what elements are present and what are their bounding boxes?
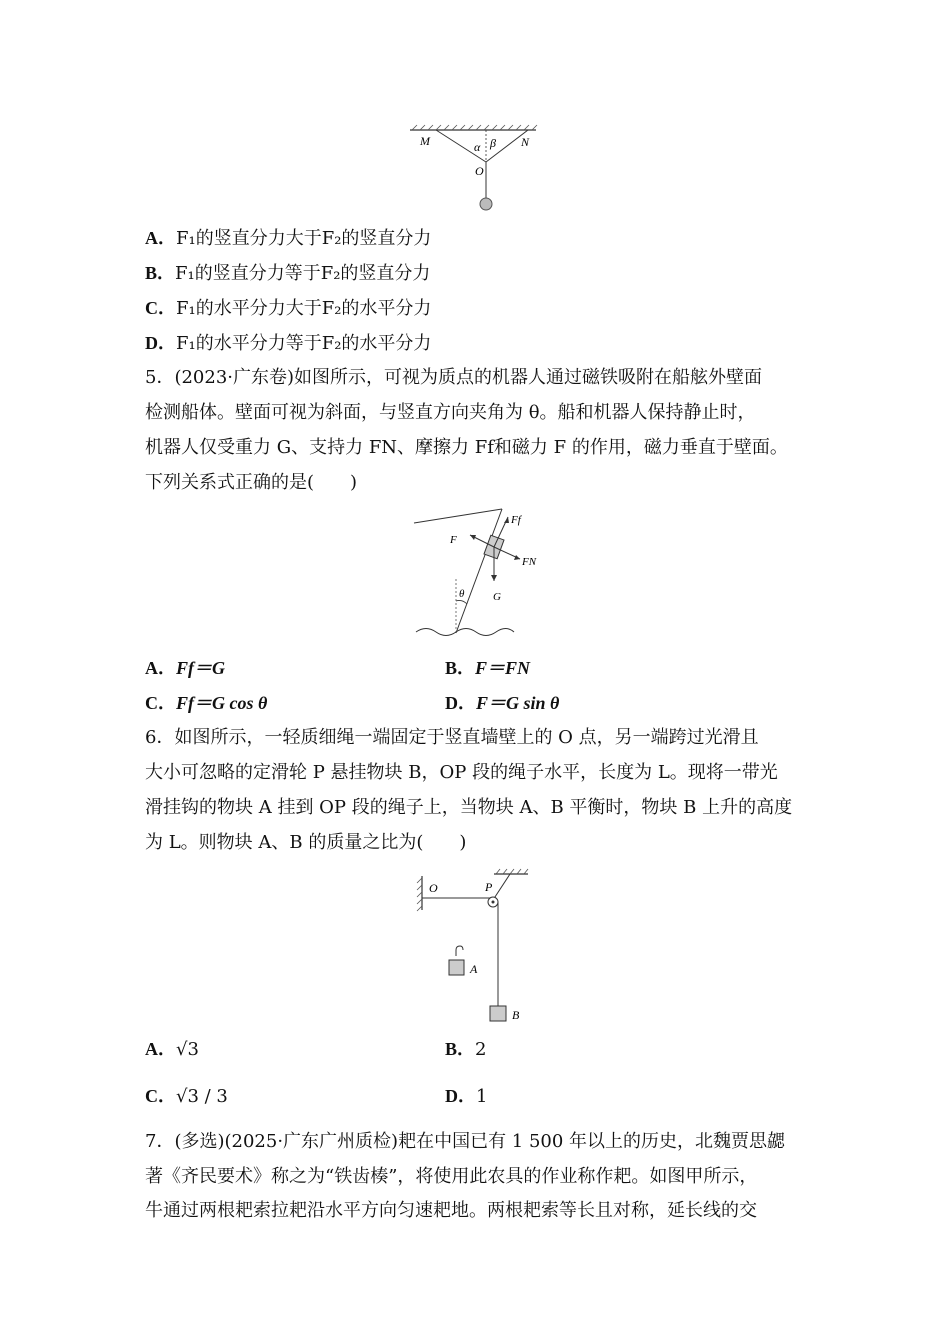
label-FN: FN xyxy=(522,556,537,568)
label-N: N xyxy=(521,135,530,149)
q5-option-b[interactable]: B．F＝FN xyxy=(445,658,531,678)
label-B: B xyxy=(512,1008,520,1022)
figure-hanging-ball xyxy=(400,118,550,218)
q4-option-c[interactable]: C．F₁的水平分力大于F₂的水平分力 xyxy=(145,298,432,319)
q6-option-b[interactable]: B．2 xyxy=(445,1039,487,1060)
q6-stem-line-3: 滑挂钩的物块 A 挂到 OP 段的绳子上，当物块 A、B 平衡时，物块 B 上升的高度 xyxy=(145,797,793,818)
q4-option-a[interactable]: A．F₁的竖直分力大于F₂的竖直分力 xyxy=(145,228,432,249)
q4-option-b[interactable]: B．F₁的竖直分力等于F₂的竖直分力 xyxy=(145,263,431,284)
figure-pulley xyxy=(410,866,540,1028)
q6-option-a[interactable]: A．√3 xyxy=(145,1039,199,1060)
label-O: O xyxy=(475,164,484,178)
q6-option-d[interactable]: D．1 xyxy=(445,1086,488,1107)
label-F: F xyxy=(450,534,457,546)
label-A: A xyxy=(470,962,478,976)
q5-option-c[interactable]: C．Ff＝G cos θ xyxy=(145,693,268,713)
label-M: M xyxy=(420,134,430,148)
label-alpha: α xyxy=(474,140,481,154)
q6-stem-line-4: 为 L。则物块 A、B 的质量之比为( ) xyxy=(145,832,467,853)
q4-option-d[interactable]: D．F₁的水平分力等于F₂的水平分力 xyxy=(145,333,432,354)
q6-stem-line-1: 6．如图所示，一轻质细绳一端固定于竖直墙壁上的 O 点，另一端跨过光滑且 xyxy=(145,727,759,748)
label-G: G xyxy=(493,591,501,603)
q7-stem-line-3: 牛通过两根耙索拉耙沿水平方向匀速耙地。两根耙索等长且对称，延长线的交 xyxy=(145,1200,757,1221)
figure-ship-robot xyxy=(410,505,550,640)
label-theta: θ xyxy=(459,588,465,600)
q5-option-d[interactable]: D．F＝G sin θ xyxy=(445,693,560,713)
q5-option-a[interactable]: A．Ff＝G xyxy=(145,658,225,678)
label-P: P xyxy=(485,880,493,894)
q7-stem-line-2: 著《齐民要术》称之为“铁齿楱”，将使用此农具的作业称作耙。如图甲所示， xyxy=(145,1166,758,1187)
label-O: O xyxy=(429,881,438,895)
q5-stem-line-2: 检测船体。壁面可视为斜面，与竖直方向夹角为 θ。船和机器人保持静止时， xyxy=(145,402,756,423)
label-Ff: Ff xyxy=(511,514,521,526)
q7-stem-line-1: 7．(多选)(2025·广东广州质检)耙在中国已有 1 500 年以上的历史，北魏贾思勰 xyxy=(145,1131,786,1152)
label-beta: β xyxy=(490,136,496,150)
q6-stem-line-2: 大小可忽略的定滑轮 P 悬挂物块 B，OP 段的绳子水平，长度为 L。现将一带光 xyxy=(145,762,778,783)
q5-stem-line-1: 5．(2023·广东卷)如图所示，可视为质点的机器人通过磁铁吸附在船舷外壁面 xyxy=(145,367,763,388)
q6-option-c[interactable]: C．√3 / 3 xyxy=(145,1086,228,1107)
q5-stem-line-3: 机器人仅受重力 G、支持力 FN、摩擦力 Ff和磁力 F 的作用，磁力垂直于壁面。 xyxy=(145,437,788,458)
q5-stem-line-4: 下列关系式正确的是( ) xyxy=(145,472,358,493)
